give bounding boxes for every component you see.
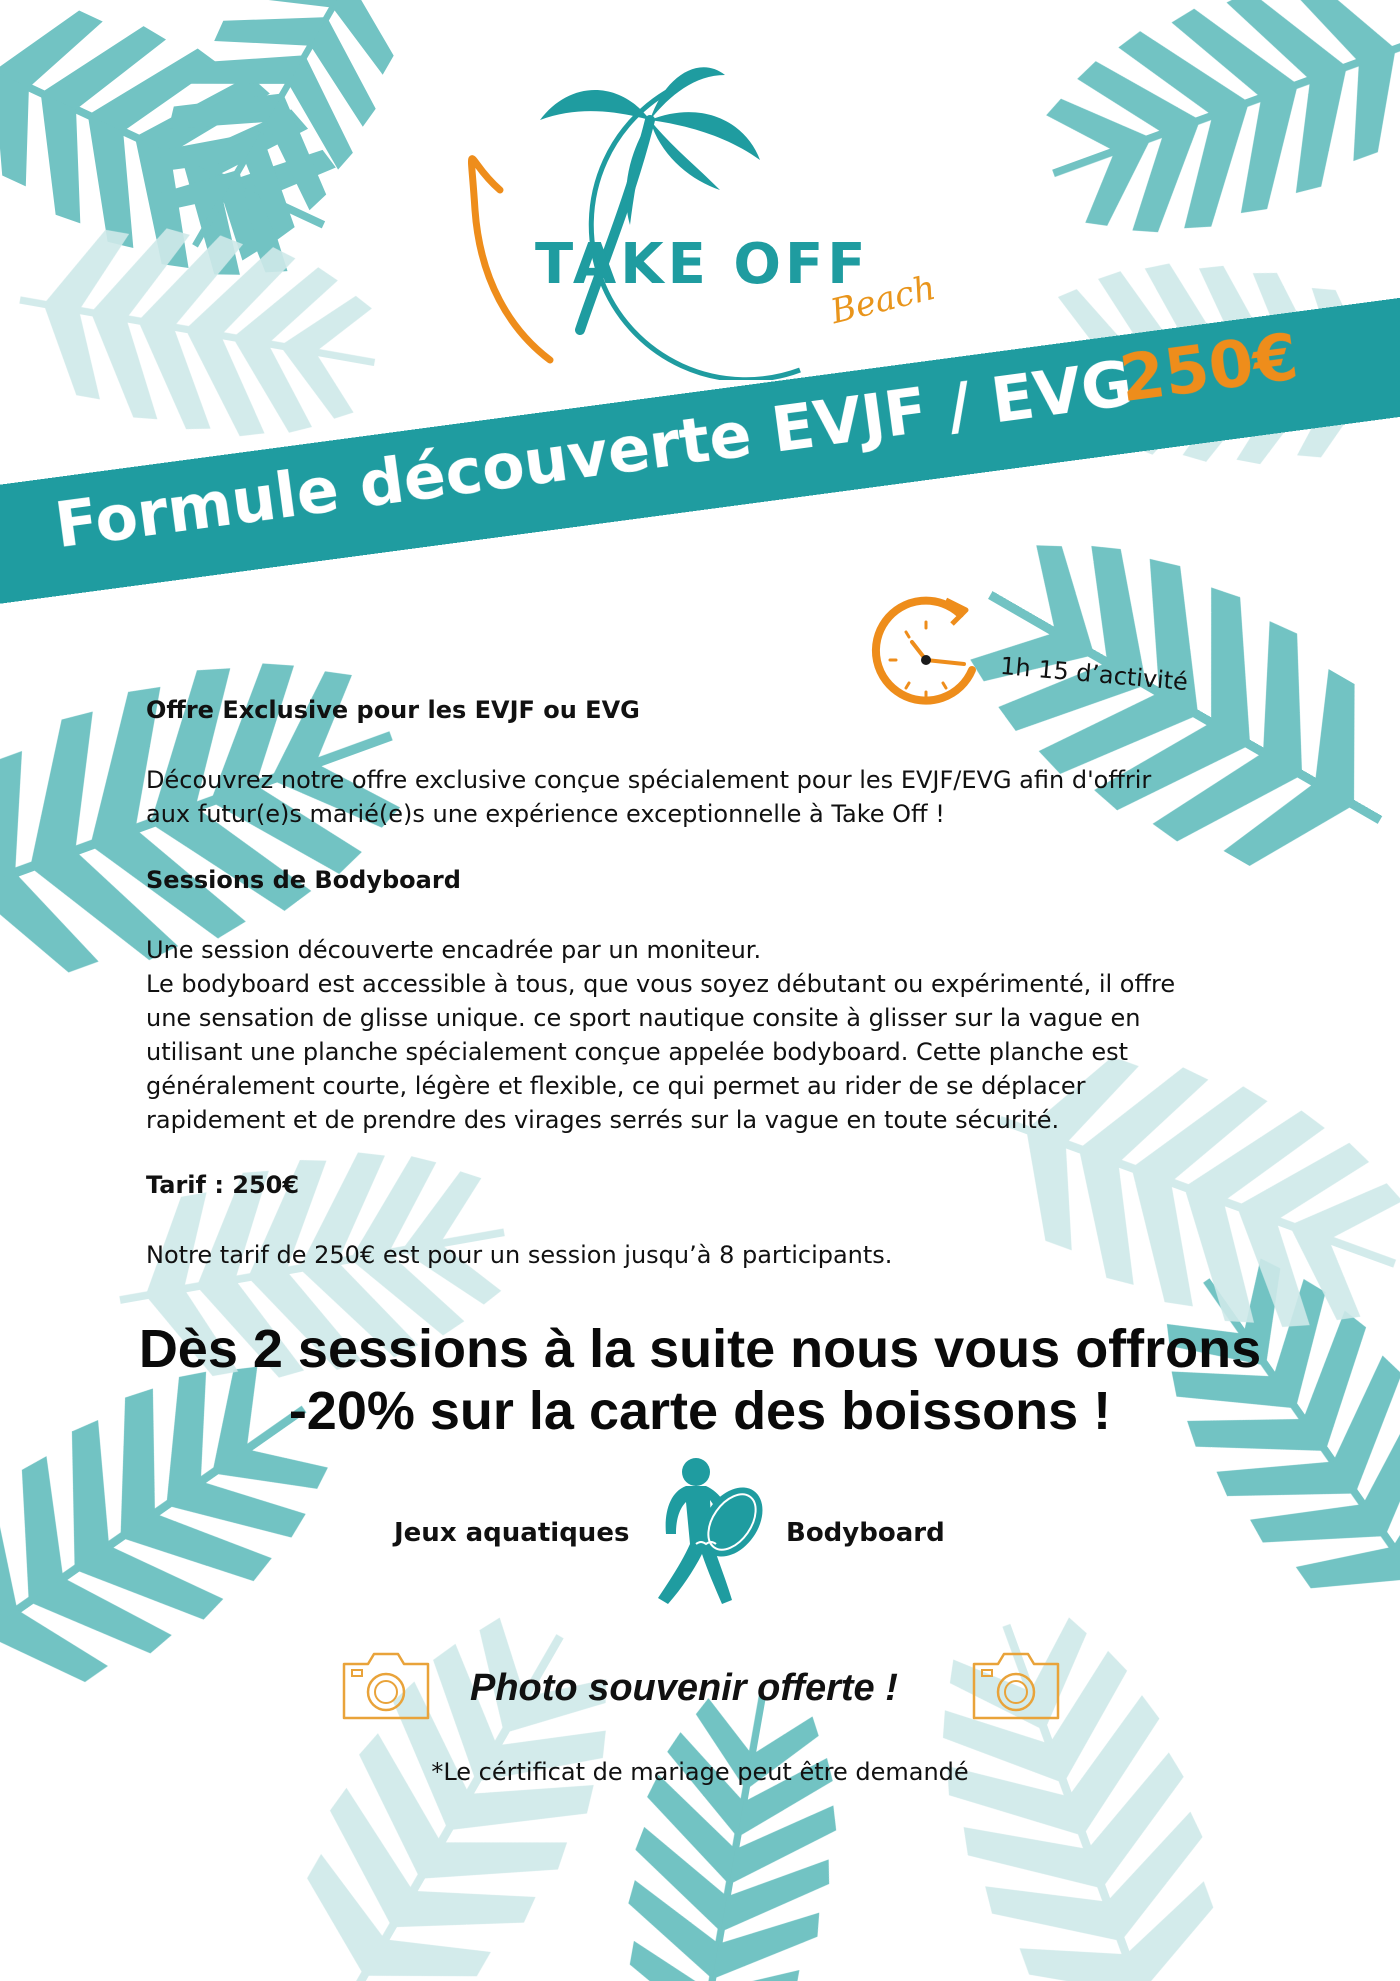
bodyboard-line: rapidement et de prendre des virages serrés sur la vague en toute sécurité. — [146, 1106, 1060, 1134]
photo-offer: Photo souvenir offerte ! — [470, 1667, 898, 1709]
banner-price: 250€ — [1115, 320, 1303, 418]
offer-text-line-2: aux futur(e)s marié(e)s une expérience exceptionnelle à Take Off ! — [146, 800, 945, 828]
offer-heading: Offre Exclusive pour les EVJF ou EVG — [146, 696, 640, 724]
bodyboard-line: utilisant une planche spécialement conçue appelée bodyboard. Cette planche est — [146, 1038, 1129, 1066]
logo-script: Beach — [826, 267, 940, 333]
activity-duration: 1h 15 d’activité — [999, 651, 1190, 697]
offer-text-line-1: Découvrez notre offre exclusive conçue spécialement pour les EVJF/EVG afin d'offrir — [146, 766, 1152, 794]
promo-line-2: -20% sur la carte des boissons ! — [288, 1381, 1112, 1441]
bodyboard-heading: Sessions de Bodyboard — [146, 866, 461, 894]
activity-left: Jeux aquatiques — [394, 1518, 630, 1548]
bodyboard-line: Le bodyboard est accessible à tous, que vous soyez débutant ou expérimenté, il offre — [146, 970, 1176, 998]
clock-icon — [868, 592, 988, 716]
camera-icon — [340, 1650, 432, 1722]
footnote: *Le cértificat de mariage peut être demandé — [431, 1758, 969, 1786]
price-text: Notre tarif de 250€ est pour un session jusqu’à 8 participants. — [146, 1241, 893, 1269]
bodyboard-line: Une session découverte encadrée par un moniteur. — [146, 936, 762, 964]
activity-right: Bodyboard — [786, 1518, 945, 1548]
price-heading: Tarif : 250€ — [146, 1171, 300, 1199]
promo-line-1: Dès 2 sessions à la suite nous vous offrons — [138, 1319, 1262, 1379]
bodyboard-line: généralement courte, légère et flexible, ce qui permet au rider de se déplacer — [146, 1072, 1086, 1100]
logo-wordmark: TAKE OFF — [535, 232, 870, 297]
banner-title: Formule découverte EVJF / EVG — [50, 346, 1137, 563]
promo-text — [100, 1318, 1300, 1442]
palm-tree-icon — [460, 40, 980, 380]
camera-icon — [970, 1650, 1062, 1722]
bodyboard-line: une sensation de glisse unique. ce sport nautique consite à glisser sur la vague en — [146, 1004, 1141, 1032]
surfer-icon — [636, 1452, 766, 1612]
